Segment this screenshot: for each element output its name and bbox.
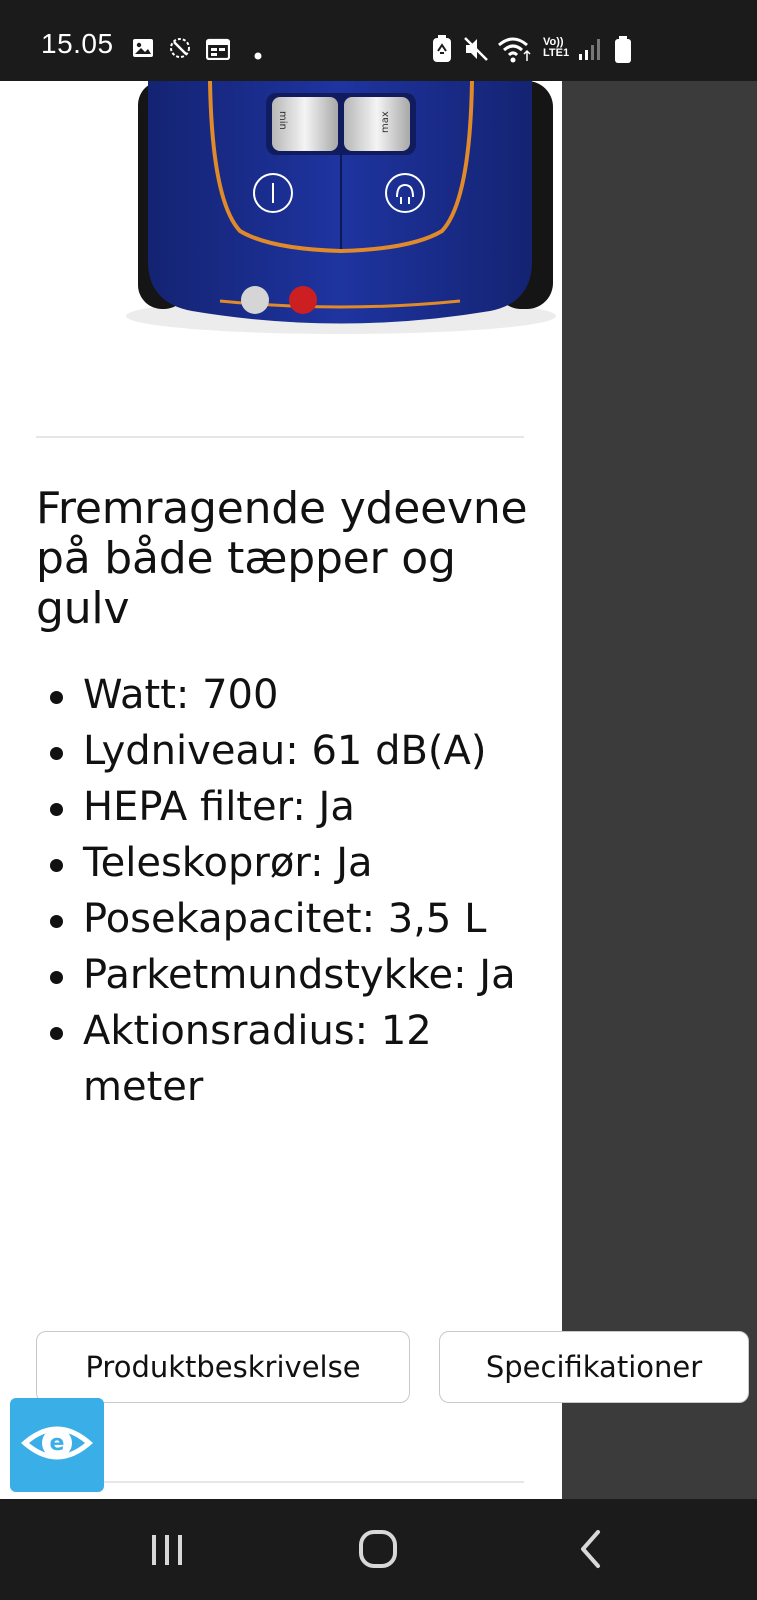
bullet-icon: [50, 691, 63, 704]
battery-icon: [614, 36, 632, 68]
spec-item: [36, 667, 546, 723]
spec-item: [36, 891, 546, 947]
accessibility-badge[interactable]: [10, 1398, 104, 1492]
dot-icon: [254, 45, 262, 64]
svg-text:e: e: [49, 1431, 65, 1456]
gallery-icon: [132, 38, 154, 62]
bullet-icon: [50, 915, 63, 928]
wifi-icon: [497, 35, 533, 67]
vacuum-cleaner-image: [120, 81, 562, 334]
spec-item: [36, 1003, 546, 1115]
bullet-icon: [50, 803, 63, 816]
carousel-dot-2[interactable]: [289, 286, 317, 314]
bullet-icon: [50, 747, 63, 760]
bullet-icon: [50, 859, 63, 872]
spec-text: Watt: 700: [83, 672, 279, 718]
side-overlay: [562, 81, 757, 1499]
bullet-icon: [50, 971, 63, 984]
spec-text: Lydniveau: 61 dB(A): [83, 728, 487, 774]
spec-text: HEPA filter: Ja: [83, 784, 355, 830]
calendar-icon: [206, 38, 230, 64]
spec-text: Aktionsradius: 12 meter: [83, 1008, 432, 1110]
dial-min-label: min: [277, 111, 288, 130]
navigation-bar: [0, 1499, 757, 1600]
spec-item: [36, 835, 546, 891]
pinwheel-icon: [168, 36, 192, 64]
volte-label-top: Vo)): [543, 36, 564, 48]
tab-specifications[interactable]: Specifikationer: [439, 1331, 749, 1403]
back-icon[interactable]: [578, 1529, 604, 1573]
eye-e-icon: [18, 1418, 96, 1472]
signal-icon: [578, 37, 602, 65]
divider: [36, 436, 524, 438]
status-time: 15.05: [41, 28, 114, 59]
volte-label-bottom: LTE1: [543, 47, 570, 59]
spec-item: [36, 723, 546, 779]
spec-text: Teleskoprør: Ja: [83, 840, 373, 886]
battery-saver-icon: [432, 35, 452, 67]
status-bar: [0, 0, 757, 81]
product-heading: Fremragende ydeevne på både tæpper og gulv: [36, 483, 528, 634]
mute-icon: [462, 35, 490, 67]
carousel-dot-1[interactable]: [241, 286, 269, 314]
tab-product-description[interactable]: Produktbeskrivelse: [36, 1331, 410, 1403]
spec-text: Posekapacitet: 3,5 L: [83, 896, 487, 942]
recent-apps-icon[interactable]: [150, 1533, 184, 1571]
dial-max-label: max: [380, 111, 391, 133]
product-content: [0, 81, 562, 1499]
bullet-icon: [50, 1027, 63, 1040]
spec-text: Parketmundstykke: Ja: [83, 952, 516, 998]
home-icon[interactable]: [358, 1529, 398, 1573]
spec-item: [36, 947, 546, 1003]
divider: [36, 1481, 524, 1483]
volte-icon: [543, 37, 569, 59]
spec-list: [36, 667, 546, 1115]
spec-item: [36, 779, 546, 835]
